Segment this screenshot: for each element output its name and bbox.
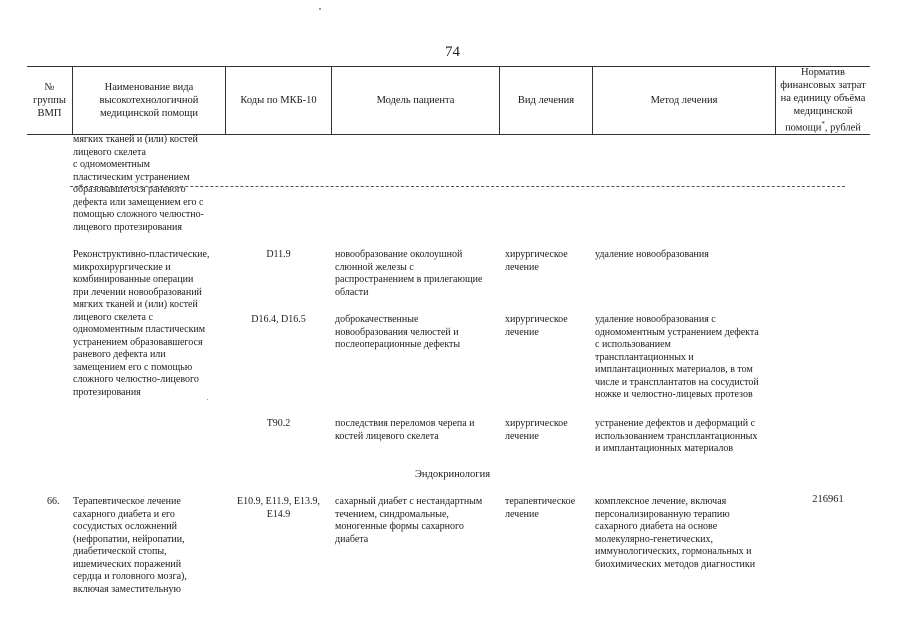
section-heading: Эндокринология	[414, 469, 491, 480]
header-norm-footnote: *	[821, 120, 825, 129]
row-code: T90.2	[266, 418, 291, 429]
row-treatment-type: хирургическое лечение	[505, 418, 568, 442]
row-model: новообразование околоушной слюнной железы с распространением в прилегающие области	[335, 249, 483, 298]
row-method: удаление новообразования с одномоментным устранением дефекта с использованием трансплантационных и имплантационных материалов, в том числе и трансплантатов на сосудистой ножке и челюстно-лицевых протезов	[595, 314, 759, 400]
header-norm-text: Норматив финансовых затрат на единицу объёма медицинской помощи	[780, 67, 866, 134]
header-name: Наименование вида высокотехнологичной медицинской помощи	[99, 82, 199, 119]
scan-dashed-line	[70, 186, 845, 187]
row-model: последствия переломов черепа и костей лицевого скелета	[335, 418, 475, 442]
header-type: Вид лечения	[517, 95, 575, 106]
row-method: удаление новообразования	[595, 249, 709, 260]
row-name: Терапевтическое лечение сахарного диабета и его сосудистых осложнений (нефропатии, нейропатии, диабетической стопы, ишемических поражений сердца и головного мозга), включая заместительную	[73, 496, 187, 595]
page-number: 74	[445, 44, 460, 60]
row-norm: 216961	[812, 494, 844, 505]
row-number: 66.	[47, 496, 60, 507]
header-codes: Коды по МКБ-10	[240, 95, 317, 106]
row-treatment-type: хирургическое лечение	[505, 249, 568, 273]
row-treatment-type: терапевтическое лечение	[505, 496, 576, 520]
row-code: D16.4, D16.5	[251, 314, 306, 325]
row-code: D11.9	[266, 249, 291, 260]
header-norm-unit: , рублей	[824, 122, 861, 134]
row-model: доброкачественные новообразования челюстей и послеоперационные дефекты	[335, 314, 461, 350]
row-method: устранение дефектов и деформаций с использованием трансплантационных и имплантационных материалов	[595, 418, 758, 454]
row-name: Реконструктивно-пластические, микрохирургические и комбинированные операции при лечении новообразований мягких тканей и (или) костей лицевого скелета с одномоментным пластическим устранением образовавшегося раневого дефекта или замещением его с помощью сложного челюстно-лицевого протезирования	[73, 249, 210, 398]
scan-speck	[207, 399, 208, 400]
scan-speck	[319, 8, 321, 10]
row-code: E10.9, E11.9, E13.9, E14.9	[237, 496, 320, 520]
table-header	[27, 66, 870, 135]
header-group-number: № группы ВМП	[33, 82, 66, 119]
row-treatment-type: хирургическое лечение	[505, 314, 568, 338]
row-method: комплексное лечение, включая персонализированную терапию сахарного диабета на основе молекулярно-генетических, иммунологических, гормональных и биохимических методов диагностики	[595, 496, 756, 570]
header-method: Метод лечения	[650, 95, 718, 106]
row-model: сахарный диабет с нестандартным течением, синдромальные, моногенные формы сахарного диабета	[335, 496, 483, 545]
continuation-text: мягких тканей и (или) костей лицевого скелета с одномоментным пластическим устранением образовавшегося раневого дефекта или замещением его с помощью сложного челюстно- лицевого протезирования	[73, 134, 204, 233]
header-norm	[776, 67, 870, 134]
header-model: Модель пациента	[376, 95, 455, 106]
